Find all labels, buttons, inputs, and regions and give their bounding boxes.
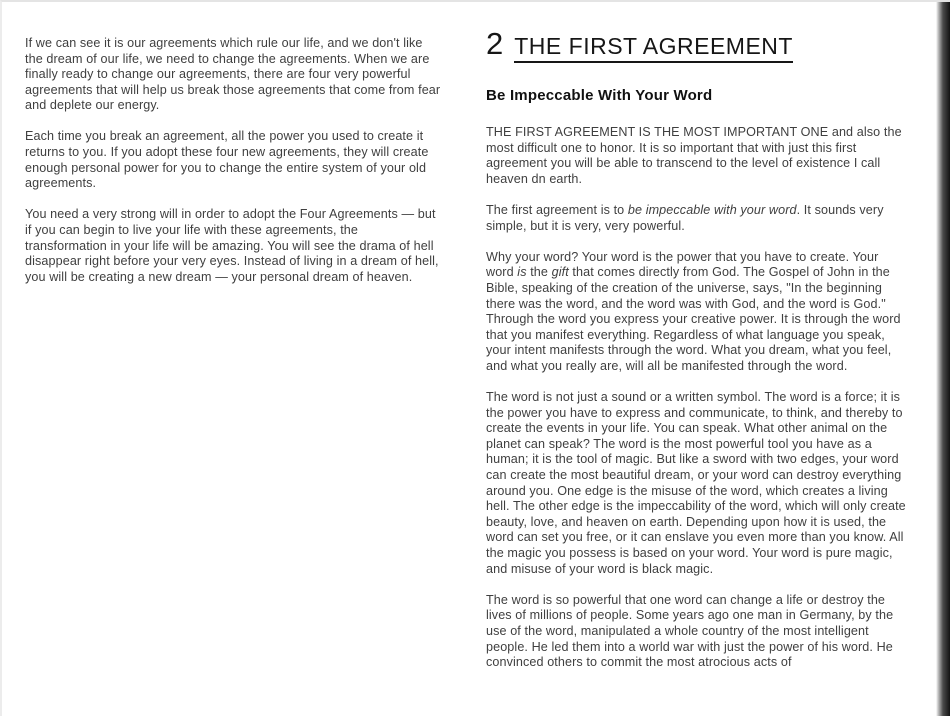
- paragraph: The first agreement is to be impeccable with your word. It sounds very simple, but it is very, very powerful.: [486, 203, 884, 233]
- book-page-edge-shadow: [936, 0, 950, 716]
- paragraph: If we can see it is our agreements which rule our life, and we don't like the dream of our life, we need to change the agreements. When we are finally ready to change our agreements, there are four very powerful agreements that will help us break those agreements that come from fear and deplete our energy.: [25, 36, 441, 113]
- right-page: [486, 28, 908, 686]
- paragraph: The word is not just a sound or a written symbol. The word is a force; it is the power you have to express and communicate, to think, and thereby to create the events in your life. You can speak. What other animal on the planet can speak? The word is the most powerful tool you have as a human; it is the tool of magic. But like a sword with two edges, your word can create the most beautiful dream, or your word can destroy everything around you. One edge is the misuse of the word, which creates a living hell. The other edge is the impeccability of the word, which will only create beauty, love, and heaven on earth. Depending upon how it is used, the word can set you free, or it can enslave you even more than you know. All the magic you possess is based on your word. Your word is pure magic, and misuse of your word is black magic.: [486, 390, 906, 576]
- paragraph: You need a very strong will in order to adopt the Four Agreements — but if you can begin to live your life with these agreements, the transformation in your life will be amazing. You will see the drama of hell disappear right before your very eyes. Instead of living in a dream of hell, you will be creating a new dream — your personal dream of heaven.: [25, 207, 439, 284]
- left-page: [25, 36, 441, 301]
- paragraph: The word is so powerful that one word can change a life or destroy the lives of millions of people. Some years ago one man in Germany, by the use of the word, manipulated a whole country of the most intelligent people. He led them into a world war with just the power of his word. He convinced others to commit the most atrocious acts of: [486, 592, 894, 670]
- chapter-number: 2: [486, 26, 504, 61]
- paragraph: Each time you break an agreement, all the power you used to create it returns to you. If you adopt these four new agreements, they will create enough personal power for you to change the entire system of your old agreements.: [25, 129, 429, 191]
- paragraph: THE FIRST AGREEMENT IS THE MOST IMPORTANT ONE and also the most difficult one to honor. It is so important that with just this first agreement you will be able to transcend to the level of existence I call heaven dn earth.: [486, 125, 902, 187]
- section-subtitle: Be Impeccable With Your Word: [486, 87, 713, 105]
- chapter-title: THE FIRST AGREEMENT: [514, 34, 793, 63]
- paragraph: Why your word? Your word is the power that you have to create. Your word is the gift that comes directly from God. The Gospel of John in the Bible, speaking of the creation of the universe, says, "In the beginning there was the word, and the word was with God, and the word is God." Through the word you express your creative power. It is through the word that you manifest everything. Regardless of what language you speak, your intent manifests through the word. What you dream, what you feel, and what you really are, will all be manifested through the word.: [486, 249, 901, 374]
- chapter-heading: [486, 28, 908, 63]
